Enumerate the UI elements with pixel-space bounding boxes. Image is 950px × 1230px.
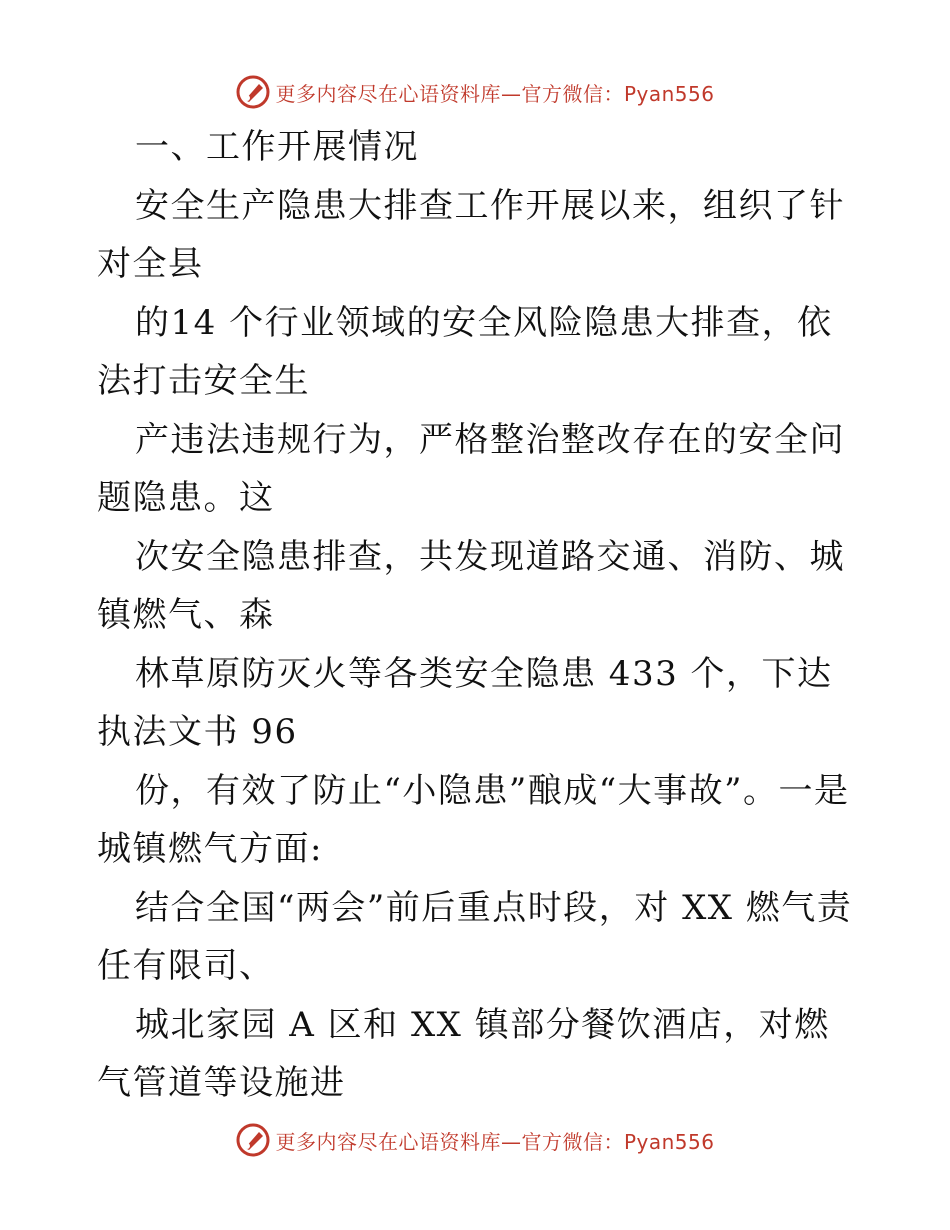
paragraph: 份，有效了防止“小隐患”酿成“大事故”。一是城镇燃气方面: — [97, 770, 850, 869]
footer-banner — [0, 1120, 950, 1160]
header-banner-text: 更多内容尽在心语资料库—官方微信：Pyan556 — [275, 81, 715, 106]
header-banner — [0, 72, 950, 112]
paragraph: 的14 个行业领域的安全风险隐患大排查，依法打击安全生 — [97, 302, 833, 401]
paragraph: 林草原防灭火等各类安全隐患 433 个，下达执法文书 96 — [97, 653, 833, 752]
paragraph: 次安全隐患排查，共发现道路交通、消防、城镇燃气、森 — [97, 536, 845, 635]
section-heading: 一、工作开展情况 — [135, 127, 419, 167]
paragraph: 产违法违规行为，严格整治整改存在的安全问题隐患。这 — [97, 419, 845, 518]
paragraph: 结合全国“两会”前后重点时段，对 XX 燃气责任有限司、 — [97, 887, 853, 986]
pen-logo-icon — [235, 74, 271, 110]
footer-banner-text: 更多内容尽在心语资料库—官方微信：Pyan556 — [275, 1129, 715, 1154]
pen-logo-icon — [235, 1122, 271, 1158]
paragraph: 安全生产隐患大排查工作开展以来，组织了针对全县 — [97, 185, 845, 284]
paragraph: 城北家园 A 区和 XX 镇部分餐饮酒店，对燃气管道等设施进 — [97, 1004, 830, 1103]
document-body — [97, 118, 857, 1113]
